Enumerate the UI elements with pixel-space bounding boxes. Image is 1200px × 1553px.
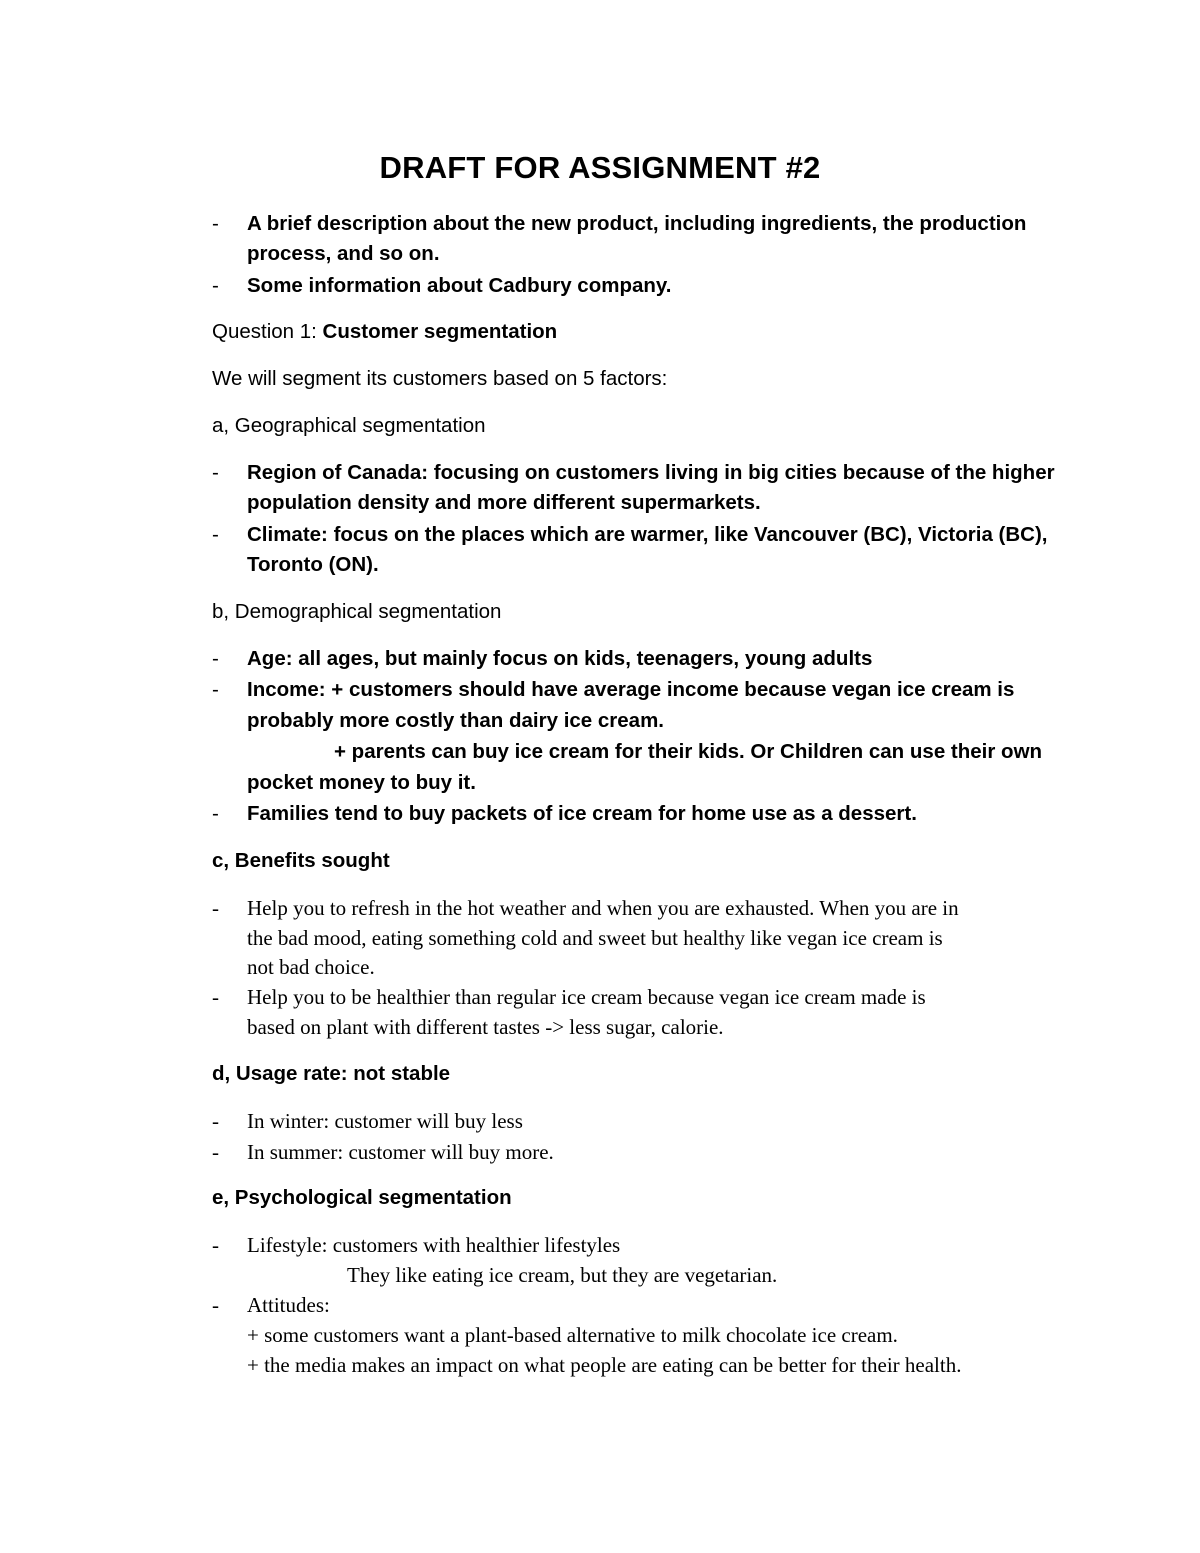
- bullet-text: process, and so on.: [247, 242, 440, 265]
- bullet-text: They like eating ice cream, but they are vegetarian.: [347, 1263, 778, 1287]
- bullet-text: Help you to refresh in the hot weather and when you are exhausted. When you are in: [247, 896, 959, 920]
- bullet-text: In summer: customer will buy more.: [247, 1140, 554, 1164]
- bullet-dash: -: [212, 523, 219, 546]
- bullet-text: not bad choice.: [247, 955, 375, 979]
- section-heading-benefits: c, Benefits sought: [212, 849, 390, 872]
- bullet-text: based on plant with different tastes -> less sugar, calorie.: [247, 1015, 724, 1039]
- bullet-text: pocket money to buy it.: [247, 771, 476, 794]
- section-heading-demographical: b, Demographical segmentation: [212, 600, 502, 623]
- bullet-dash: -: [212, 274, 219, 297]
- question-heading: [212, 317, 557, 347]
- bullet-dash: -: [212, 647, 219, 670]
- bullet-text: the bad mood, eating something cold and sweet but healthy like vegan ice cream is: [247, 926, 943, 950]
- bullet-dash: -: [212, 985, 219, 1009]
- bullet-dash: -: [212, 1233, 219, 1257]
- bullet-text: probably more costly than dairy ice cream.: [247, 709, 664, 732]
- bullet-text: In winter: customer will buy less: [247, 1109, 523, 1133]
- bullet-text: Climate: focus on the places which are warmer, like Vancouver (BC), Victoria (BC),: [247, 523, 1048, 546]
- bullet-text: + parents can buy ice cream for their kids. Or Children can use their own: [334, 740, 1043, 763]
- bullet-dash: -: [212, 1293, 219, 1317]
- bullet-text: A brief description about the new product, including ingredients, the production: [247, 212, 1027, 235]
- bullet-dash: -: [212, 461, 219, 484]
- question-lead: We will segment its customers based on 5 factors:: [212, 367, 668, 390]
- section-heading-usage: d, Usage rate: not stable: [212, 1062, 451, 1085]
- bullet-text: Income: + customers should have average income because vegan ice cream is: [247, 678, 1015, 701]
- bullet-dash: -: [212, 212, 219, 235]
- bullet-text: Toronto (ON).: [247, 553, 379, 576]
- bullet-text: + some customers want a plant-based alternative to milk chocolate ice cream.: [247, 1323, 898, 1347]
- bullet-dash: -: [212, 678, 219, 701]
- bullet-text: Families tend to buy packets of ice cream for home use as a dessert.: [247, 802, 917, 825]
- section-heading-geographical: a, Geographical segmentation: [212, 414, 486, 437]
- bullet-text: Region of Canada: focusing on customers living in big cities because of the higher: [247, 461, 1055, 484]
- question-prefix: Question 1:: [212, 320, 323, 343]
- bullet-dash: -: [212, 896, 219, 920]
- section-heading-psychological: e, Psychological segmentation: [212, 1186, 512, 1209]
- bullet-dash: -: [212, 1140, 219, 1164]
- bullet-dash: -: [212, 802, 219, 825]
- question-label: Customer segmentation: [322, 320, 558, 343]
- bullet-dash: -: [212, 1109, 219, 1133]
- page-title: DRAFT FOR ASSIGNMENT #2: [379, 150, 821, 185]
- bullet-text: Age: all ages, but mainly focus on kids, teenagers, young adults: [247, 647, 873, 670]
- bullet-text: Attitudes:: [247, 1293, 330, 1317]
- bullet-text: + the media makes an impact on what people are eating can be better for their health.: [247, 1353, 962, 1377]
- bullet-text: Help you to be healthier than regular ice cream because vegan ice cream made is: [247, 985, 926, 1009]
- bullet-text: population density and more different supermarkets.: [247, 491, 761, 514]
- bullet-text: Some information about Cadbury company.: [247, 274, 672, 297]
- bullet-text: Lifestyle: customers with healthier lifestyles: [247, 1233, 621, 1257]
